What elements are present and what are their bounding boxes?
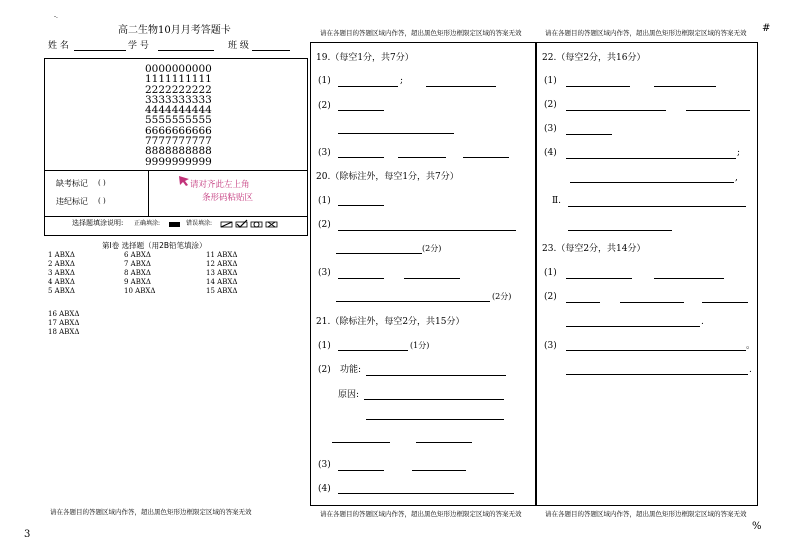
q22-part4-label: (4) <box>544 148 557 158</box>
id-label: 学 号 <box>128 41 149 51</box>
answer-line[interactable] <box>568 206 746 207</box>
answer-line[interactable] <box>336 253 422 254</box>
q20-part1-label: (1) <box>318 196 331 206</box>
q21-title: 21.（除标注外，每空2分，共15分） <box>316 317 465 327</box>
mc-item[interactable]: 14 ABXΔ <box>206 278 238 286</box>
mc-item[interactable]: 9 ABXΔ <box>124 278 151 286</box>
answer-line[interactable] <box>566 158 736 159</box>
answer-line[interactable] <box>338 493 514 494</box>
mc-item[interactable]: 3 ABXΔ <box>48 269 75 277</box>
answer-line[interactable] <box>398 157 446 158</box>
q20-part3-points: (2分) <box>492 292 512 301</box>
answer-line[interactable] <box>566 278 632 279</box>
answer-line[interactable] <box>566 350 746 351</box>
answer-line[interactable] <box>364 399 504 400</box>
q19-title: 19.（每空1分，共7分） <box>316 53 414 63</box>
correct-fill-sample <box>169 222 180 227</box>
q21-function-label: 功能: <box>340 365 362 375</box>
answer-line[interactable] <box>654 86 716 87</box>
barcode-hint-line1: 请对齐此左上角 <box>190 180 250 190</box>
name-label: 姓 名 <box>48 41 69 51</box>
answer-line[interactable] <box>366 419 504 420</box>
q22-part1-label: (1) <box>544 76 557 86</box>
hash-mark: # <box>762 23 771 34</box>
mc-item[interactable]: 6 ABXΔ <box>124 251 151 259</box>
answer-line[interactable] <box>404 278 460 279</box>
q21-cause-label: 原因: <box>338 390 360 400</box>
answer-line[interactable] <box>620 302 684 303</box>
wrong-fill-samples-icon <box>220 219 280 230</box>
answer-line[interactable] <box>338 133 454 134</box>
class-label: 班 级 <box>228 41 249 51</box>
answer-line[interactable] <box>338 110 384 111</box>
answer-line[interactable] <box>566 302 600 303</box>
mc-item[interactable]: 4 ABXΔ <box>48 278 75 286</box>
q22-part2-label: (2) <box>544 100 557 110</box>
q21-part4-label: (4) <box>318 484 331 494</box>
q19-part3-label: (3) <box>318 148 331 158</box>
violation-label: 违纪标记 <box>56 197 88 206</box>
q20-part2-label: (2) <box>318 220 331 230</box>
answer-area-19-21 <box>310 42 536 506</box>
q22-semicolon: ; <box>737 148 741 158</box>
absent-label: 缺考标记 <box>56 179 88 188</box>
q22-section-ii: Ⅱ. <box>552 196 561 206</box>
correct-fill-label: 正确填涂: <box>134 220 161 227</box>
mc-item[interactable]: 1 ABXΔ <box>48 251 75 259</box>
answer-line[interactable] <box>338 470 384 471</box>
answer-area-22-23 <box>536 42 758 506</box>
answer-line[interactable] <box>566 134 612 135</box>
answer-line[interactable] <box>338 278 384 279</box>
q23-period: . <box>701 317 704 327</box>
mc-item[interactable]: 11 ABXΔ <box>206 251 238 259</box>
digit-row[interactable]: 4444444444 <box>145 104 212 117</box>
mc-item[interactable]: 17 ABXΔ <box>48 319 80 327</box>
digit-row[interactable]: 8888888888 <box>145 145 212 158</box>
barcode-hint-line2: 条形码粘贴区 <box>202 193 254 203</box>
q23-part1-label: (1) <box>544 268 557 278</box>
mc-item[interactable]: 16 ABXΔ <box>48 310 80 318</box>
answer-line[interactable] <box>568 230 672 231</box>
answer-line[interactable] <box>566 374 748 375</box>
digit-row[interactable]: 5555555555 <box>145 114 212 127</box>
mc-header: 第Ⅰ卷 选择题（用2B铅笔填涂） <box>102 241 207 250</box>
divider <box>148 170 149 216</box>
mc-item[interactable]: 18 ABXΔ <box>48 328 80 336</box>
answer-line[interactable] <box>426 86 496 87</box>
divider <box>44 170 308 171</box>
digit-row[interactable]: 2222222222 <box>145 83 212 96</box>
answer-line[interactable] <box>336 301 490 302</box>
q21-part2-label: (2) <box>318 365 331 375</box>
answer-line[interactable] <box>570 182 734 183</box>
notice-text: 请在各题目的答题区域内作答，超出黑色矩形边框限定区域的答案无效 <box>320 29 522 37</box>
sheet-title: 高二生物10月月考答题卡 <box>118 25 231 36</box>
mc-item[interactable]: 12 ABXΔ <box>206 260 238 268</box>
answer-line[interactable] <box>686 110 750 111</box>
class-field[interactable] <box>252 50 290 51</box>
digit-row[interactable]: 6666666666 <box>145 124 212 137</box>
notice-text: 请在各题目的答题区域内作答，超出黑色矩形边框限定区域的答案无效 <box>545 510 747 518</box>
answer-line[interactable] <box>338 86 398 87</box>
digit-row[interactable]: 0000000000 <box>145 63 212 75</box>
corner-mark-right: % <box>752 521 762 532</box>
q23-title: 23.（每空2分，共14分） <box>542 244 646 254</box>
q19-part2-label: (2) <box>318 101 331 111</box>
q23-full-stop: 。 <box>746 341 756 351</box>
wrong-fill-label: 错误填涂: <box>186 220 213 227</box>
digit-row[interactable]: 3333333333 <box>145 93 212 106</box>
q20-part3-label: (3) <box>318 268 331 278</box>
q19-semicolon: ; <box>400 76 404 86</box>
absent-checkbox[interactable]: ( ) <box>98 179 106 187</box>
title-mark: -. <box>54 13 58 20</box>
answer-line[interactable] <box>702 302 748 303</box>
id-field[interactable] <box>158 50 214 51</box>
answer-line[interactable] <box>332 442 390 443</box>
answer-line[interactable] <box>338 205 384 206</box>
q21-part3-label: (3) <box>318 460 331 470</box>
notice-text: 请在各题目的答题区域内作答，超出黑色矩形边框限定区域的答案无效 <box>50 508 252 516</box>
q22-comma: , <box>735 173 738 183</box>
q23-part2-label: (2) <box>544 292 557 302</box>
answer-line[interactable] <box>338 350 408 351</box>
corner-mark-left: 3 <box>24 529 31 540</box>
answer-line[interactable] <box>566 326 700 327</box>
mc-item[interactable]: 10 ABXΔ <box>124 287 156 295</box>
digit-row[interactable]: 7777777777 <box>145 135 212 148</box>
answer-line[interactable] <box>366 375 506 376</box>
corner-arrow-icon <box>178 175 190 187</box>
answer-line[interactable] <box>416 442 472 443</box>
q21-part1-points: (1分) <box>410 341 430 350</box>
q20-part2-points: (2分) <box>422 244 442 253</box>
q21-part1-label: (1) <box>318 341 331 351</box>
answer-line[interactable] <box>566 86 630 87</box>
answer-line[interactable] <box>338 230 516 231</box>
answer-line[interactable] <box>338 157 384 158</box>
id-digit-grid[interactable] <box>145 64 212 167</box>
fill-note-label: 选择题填涂说明: <box>72 219 124 227</box>
name-field[interactable] <box>74 50 126 51</box>
mc-item[interactable]: 13 ABXΔ <box>206 269 238 277</box>
violation-checkbox[interactable]: ( ) <box>98 197 106 205</box>
answer-line[interactable] <box>566 110 666 111</box>
answer-line[interactable] <box>654 278 724 279</box>
mc-item[interactable]: 15 ABXΔ <box>206 287 238 295</box>
notice-text: 请在各题目的答题区域内作答，超出黑色矩形边框限定区域的答案无效 <box>545 29 747 37</box>
q19-part1-label: (1) <box>318 76 331 86</box>
mc-item[interactable]: 7 ABXΔ <box>124 260 151 268</box>
digit-row[interactable]: 9999999999 <box>145 155 212 168</box>
mc-item[interactable]: 2 ABXΔ <box>48 260 75 268</box>
q20-title: 20.（除标注外，每空1分，共7分） <box>316 172 459 182</box>
mc-item[interactable]: 5 ABXΔ <box>48 287 75 295</box>
digit-row[interactable]: 1111111111 <box>145 73 212 86</box>
notice-text: 请在各题目的答题区域内作答，超出黑色矩形边框限定区域的答案无效 <box>320 510 522 518</box>
q22-part3-label: (3) <box>544 124 557 134</box>
q23-end-period: . <box>749 365 752 375</box>
divider <box>44 216 308 217</box>
q22-title: 22.（每空2分，共16分） <box>542 53 646 63</box>
q23-part3-label: (3) <box>544 341 557 351</box>
answer-line[interactable] <box>412 470 466 471</box>
answer-line[interactable] <box>463 157 509 158</box>
mc-item[interactable]: 8 ABXΔ <box>124 269 151 277</box>
